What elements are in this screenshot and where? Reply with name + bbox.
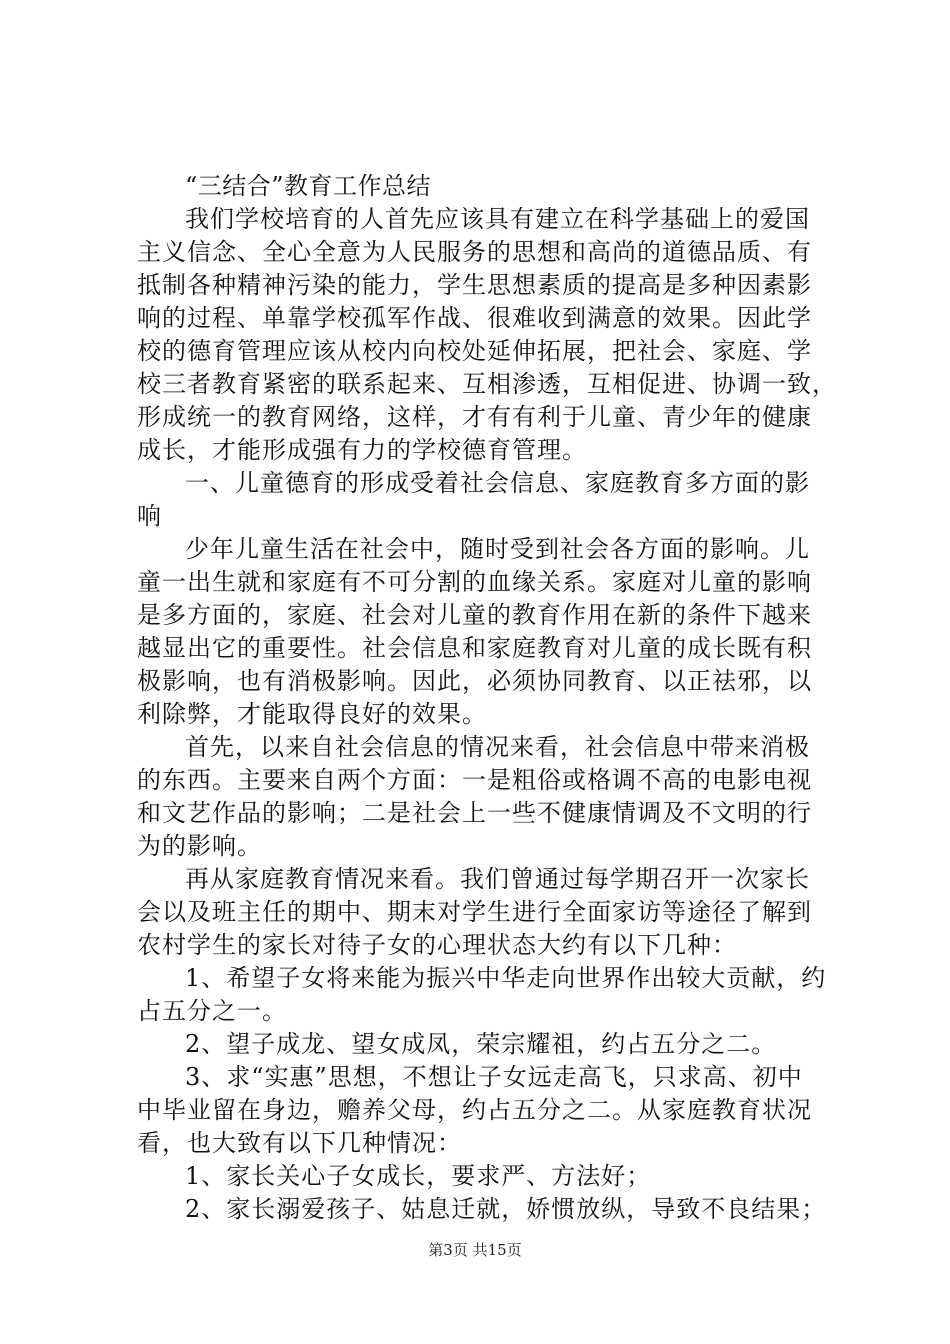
text-line: 首先，以来自社会信息的情况来看，社会信息中带来消极: [185, 733, 810, 761]
list-item: 1、希望子女将来能为振兴中华走向世界作出较大贡献，约: [185, 964, 827, 992]
text-line: 校三者教育紧密的联系起来、互相渗透，互相促进、协调一致，: [137, 370, 837, 398]
text-line: 成长，才能形成强有力的学校德育管理。: [137, 436, 587, 464]
text-line: 校的德育管理应该从校内向校处延伸拓展，把社会、家庭、学: [137, 337, 812, 365]
list-item: 3、求“实惠”思想，不想让子女远走高飞，只求高、初中: [185, 1063, 803, 1091]
text-line: 主义信念、全心全意为人民服务的思想和高尚的道德品质、有: [137, 238, 812, 266]
text-line: 极影响，也有消极影响。因此，必须协同教育、以正祛邪，以: [137, 667, 812, 695]
text-line: 农村学生的家长对待子女的心理状态大约有以下几种：: [137, 931, 737, 959]
text-line: 和文艺作品的影响；二是社会上一些不健康情调及不文明的行: [137, 799, 812, 827]
text-line: 越显出它的重要性。社会信息和家庭教育对儿童的成长既有积: [137, 634, 812, 662]
text-line: 利除弊，才能取得良好的效果。: [137, 700, 487, 728]
section-heading: 一、儿童德育的形成受着社会信息、家庭教育多方面的影: [185, 469, 810, 497]
list-item-cont: 中毕业留在身边，赡养父母，约占五分之二。从家庭教育状况: [137, 1096, 812, 1124]
page-number: 第3页 共15页: [428, 1241, 522, 1259]
text-line: 的东西。主要来自两个方面：一是粗俗或格调不高的电影电视: [137, 766, 812, 794]
list-item: 2、望子成龙、望女成凤，荣宗耀祖，约占五分之二。: [185, 1030, 777, 1058]
text-line: 形成统一的教育网络，这样，才有有利于儿童、青少年的健康: [137, 403, 812, 431]
text-line: 抵制各种精神污染的能力，学生思想素质的提高是多种因素影: [137, 271, 812, 299]
text-line: 我们学校培育的人首先应该具有建立在科学基础上的爱国: [185, 205, 810, 233]
text-line: 再从家庭教育情况来看。我们曾通过每学期召开一次家长: [185, 865, 810, 893]
document-title: “三结合”教育工作总结: [185, 172, 432, 200]
section-heading-cont: 响: [137, 502, 162, 530]
text-line: 童一出生就和家庭有不可分割的血缘关系。家庭对儿童的影响: [137, 568, 812, 596]
text-line: 响的过程、单靠学校孤军作战、很难收到满意的效果。因此学: [137, 304, 812, 332]
list-item: 1、家长关心子女成长，要求严、方法好；: [185, 1162, 652, 1190]
list-item-cont: 看，也大致有以下几种情况：: [137, 1129, 462, 1157]
text-line: 是多方面的，家庭、社会对儿童的教育作用在新的条件下越来: [137, 601, 812, 629]
list-item-cont: 占五分之一。: [137, 997, 287, 1025]
text-line: 为的影响。: [137, 832, 262, 860]
text-line: 会以及班主任的期中、期末对学生进行全面家访等途径了解到: [137, 898, 812, 926]
list-item: 2、家长溺爱孩子、姑息迁就，娇惯放纵，导致不良结果；: [185, 1195, 827, 1223]
document-body: [137, 170, 837, 1226]
text-line: 少年儿童生活在社会中，随时受到社会各方面的影响。儿: [185, 535, 810, 563]
